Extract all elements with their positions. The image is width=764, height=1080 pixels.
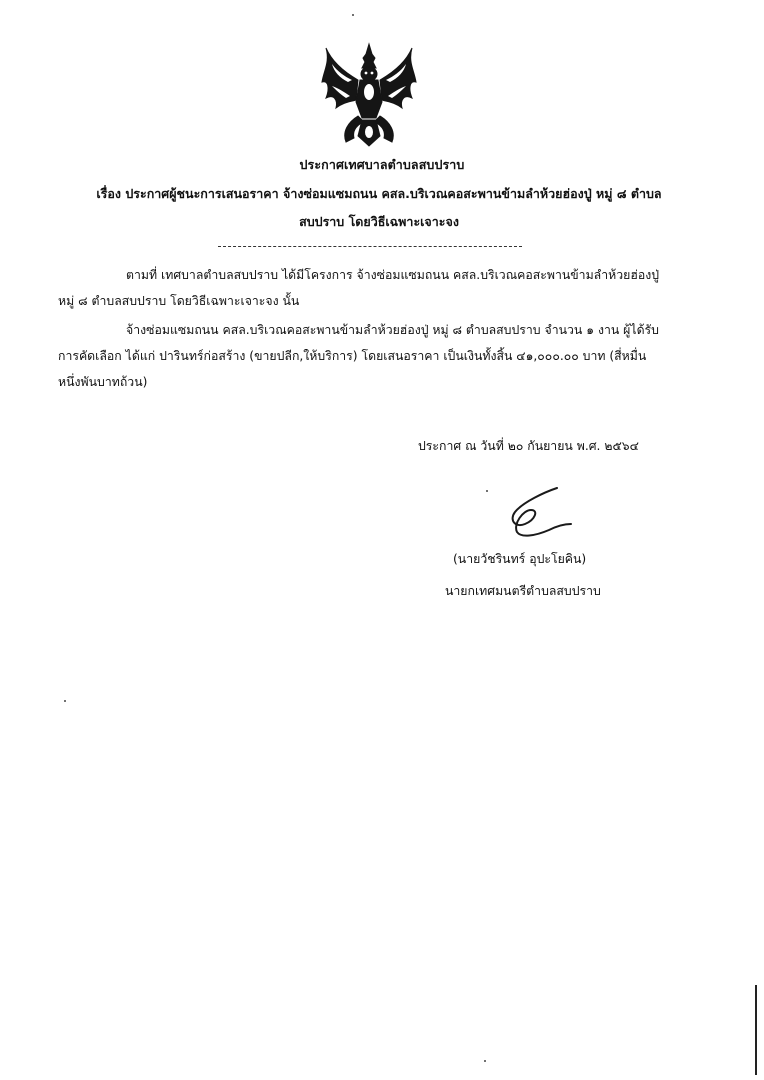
subject-line-1: เรื่อง ประกาศผู้ชนะการเสนอราคา จ้างซ่อมแซมถนน คสล.บริเวณคอสะพานข้ามลำห้วยฮ่องปู่ หมู่ ๘ ตำบล <box>96 186 662 201</box>
paragraph-1-text: ตามที่ เทศบาลตำบลสบปราบ ได้มีโครงการ จ้างซ่อมแซมถนน คสล.บริเวณคอสะพานข้ามลำห้วยฮ่องปู่ หมู่ ๘ ตำบลสบปราบ โดยวิธีเฉพาะเจาะจง นั้น <box>58 268 660 308</box>
signer-name: (นายวัชรินทร์ อุปะโยคิน) <box>453 552 587 566</box>
signer-position: นายกเทศมนตรีตำบลสบปราบ <box>445 584 601 598</box>
scan-speck <box>64 700 66 702</box>
handwritten-signature-icon <box>505 484 575 540</box>
announcement-date: ประกาศ ณ วันที่ ๒๐ กันยายน พ.ศ. ๒๕๖๔ <box>418 439 639 453</box>
subject-line-2: สบปราบ โดยวิธีเฉพาะเจาะจง <box>299 214 459 229</box>
scan-speck <box>486 490 488 492</box>
garuda-emblem-icon <box>318 42 420 150</box>
paragraph-1 <box>58 262 664 314</box>
separator-line <box>218 246 522 247</box>
document-header: ประกาศเทศบาลตำบลสบปราบ <box>299 157 465 172</box>
scan-speck <box>352 14 354 16</box>
scan-edge-mark <box>755 985 757 1075</box>
paragraph-2-text: จ้างซ่อมแซมถนน คสล.บริเวณคอสะพานข้ามลำห้วยฮ่องปู่ หมู่ ๘ ตำบลสบปราบ จำนวน ๑ งาน ผู้ได้รับการคัดเลือก ได้แก่ ปารินทร์ก่อสร้าง (ขายปลีก,ให้บริการ) โดยเสนอราคา เป็นเงินทั้งสิ้น ๔๑,๐๐๐.๐๐ บาท (สี่หมื่นหนึ่งพันบาทถ้วน) <box>58 323 659 389</box>
scan-speck <box>484 1060 486 1062</box>
paragraph-2 <box>58 317 664 395</box>
document-subject <box>54 180 704 236</box>
